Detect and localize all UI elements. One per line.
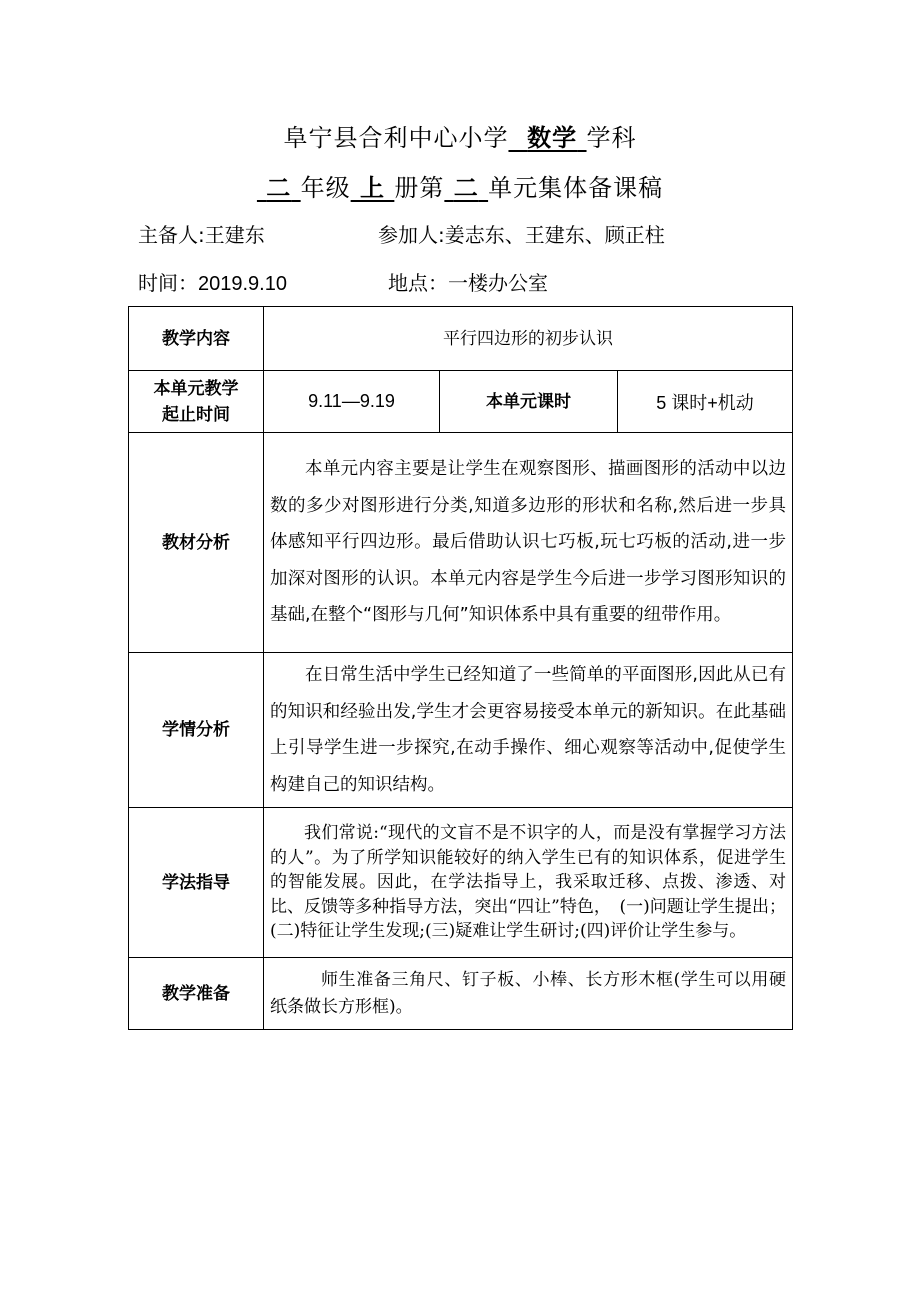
term-value: 上 bbox=[360, 174, 385, 202]
prep-label: 教学准备 bbox=[129, 958, 264, 1030]
material-label: 教材分析 bbox=[129, 433, 264, 653]
grade-suffix: 年级 bbox=[300, 174, 351, 202]
period-value: 9.11—9.19 bbox=[264, 371, 440, 433]
row-prep bbox=[129, 958, 793, 1030]
period-label-line1: 本单元教学 bbox=[153, 378, 239, 398]
lesson-plan-table bbox=[128, 306, 793, 1030]
period-label-line2: 起止时间 bbox=[162, 404, 230, 424]
participants-label: 参加人: bbox=[378, 223, 445, 247]
method-label: 学法指导 bbox=[129, 808, 264, 958]
content-value: 平行四边形的初步认识 bbox=[264, 307, 793, 371]
lead-value: 王建东 bbox=[204, 223, 265, 247]
student-label: 学情分析 bbox=[129, 653, 264, 808]
row-student bbox=[129, 653, 793, 808]
unit-value: 二 bbox=[453, 174, 479, 202]
document-title bbox=[0, 118, 920, 158]
subject-suffix: 学科 bbox=[586, 124, 637, 152]
material-text: 本单元内容主要是让学生在观察图形、描画图形的活动中以边数的多少对图形进行分类,知道多边形的形状和名称,然后进一步具体感知平行四边形。最后借助认识七巧板,玩七巧板的活动,进一步加深对图形的认识。本单元内容是学生今后进一步学习图形知识的基础,在整个“图形与几何”知识体系中具有重要的纽带作用。 bbox=[270, 459, 786, 626]
prep-cell bbox=[264, 958, 793, 1030]
school-name: 阜宁县合利中心小学 bbox=[283, 124, 509, 152]
lead-preparer bbox=[138, 220, 265, 250]
student-text: 在日常生活中学生已经知道了一些简单的平面图形,因此从已有的知识和经验出发,学生才会更容易接受本单元的新知识。在此基础上引导学生进一步探究,在动手操作、细心观察等活动中,促使学生构建自己的知识结构。 bbox=[270, 665, 786, 795]
prep-text: 师生准备三角尺、钉子板、小棒、长方形木框(学生可以用硬纸条做长方形框)。 bbox=[270, 969, 786, 1017]
subject-name: 数学 bbox=[527, 124, 578, 152]
participants bbox=[378, 220, 665, 250]
period-label bbox=[129, 371, 264, 433]
meeting-place bbox=[388, 268, 548, 298]
row-content bbox=[129, 307, 793, 371]
participants-value: 姜志东、王建东、顾正柱 bbox=[444, 223, 665, 247]
time-value: 2019.9.10 bbox=[198, 273, 287, 295]
row-period bbox=[129, 371, 793, 433]
place-label: 地点： bbox=[388, 271, 448, 295]
content-label: 教学内容 bbox=[129, 307, 264, 371]
hours-value: 5 课时+机动 bbox=[618, 371, 793, 433]
method-cell bbox=[264, 808, 793, 958]
material-cell bbox=[264, 433, 793, 653]
unit-suffix: 单元集体备课稿 bbox=[488, 174, 664, 202]
method-text: 我们常说:“现代的文盲不是不识字的人，而是没有掌握学习方法的人”。为了所学知识能较好的纳入学生已有的知识体系，促进学生的智能发展。因此，在学法指导上，我采取迁移、点拨、渗透、对比、反馈等多种指导方法，突出“四让”特色， (一)问题让学生提出；(二)特征让学生发现;(三)疑难让学生研讨;(四)评价让学生参与。 bbox=[270, 823, 786, 942]
row-method bbox=[129, 808, 793, 958]
row-material bbox=[129, 433, 793, 653]
lead-label: 主备人: bbox=[138, 223, 205, 247]
document-subtitle bbox=[0, 168, 920, 208]
hours-label: 本单元课时 bbox=[440, 371, 618, 433]
student-cell bbox=[264, 653, 793, 808]
place-value: 一楼办公室 bbox=[448, 271, 548, 295]
term-suffix: 册第 bbox=[394, 174, 445, 202]
grade-value: 二 bbox=[266, 174, 292, 202]
meeting-time bbox=[138, 268, 287, 299]
time-label: 时间： bbox=[138, 271, 198, 295]
